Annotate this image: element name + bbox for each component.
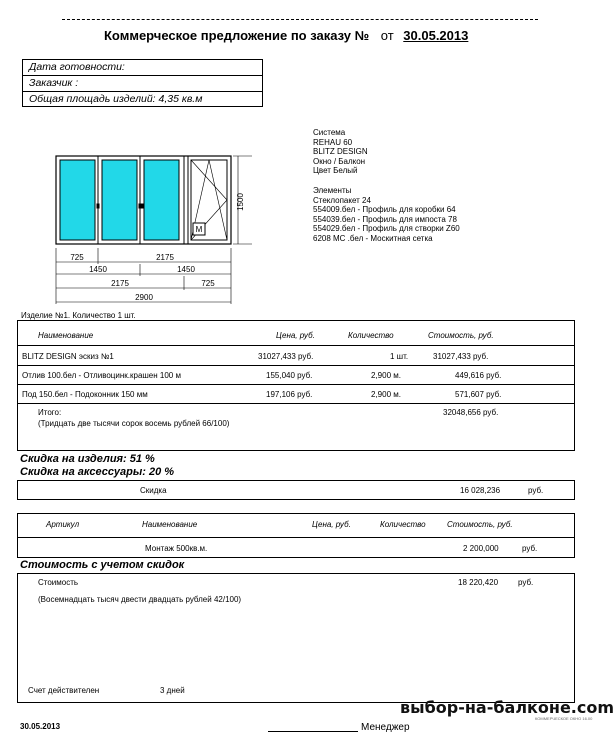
dim-total: 2900 bbox=[135, 293, 153, 302]
signature-line bbox=[268, 731, 358, 732]
valid-value: 3 дней bbox=[160, 686, 185, 695]
col-price-header: Цена, руб. bbox=[276, 331, 315, 340]
total-words: (Тридцать две тысячи сорок восемь рублей 66/100) bbox=[38, 419, 230, 428]
height-dimension: 1500 bbox=[236, 193, 245, 211]
table-row: BLITZ DESIGN эскиз №1 bbox=[22, 352, 114, 361]
row-cost: 571,607 руб. bbox=[455, 390, 502, 399]
row-qty: 2,900 м. bbox=[371, 390, 401, 399]
service-col-article: Артикул bbox=[46, 520, 80, 529]
title-date: 30.05.2013 bbox=[403, 28, 469, 43]
elements-spec bbox=[313, 186, 460, 244]
valid-label: Счет действителен bbox=[28, 686, 100, 695]
sash-mark-text: M bbox=[195, 225, 203, 234]
row-price: 155,040 руб. bbox=[266, 371, 313, 380]
discount-value: 16 028,236 bbox=[460, 486, 501, 495]
dim-1450-right: 1450 bbox=[177, 265, 195, 274]
manager-label: Менеджер bbox=[361, 722, 410, 733]
title-text: Коммерческое предложение по заказу № bbox=[104, 28, 370, 43]
col-cost-header: Стоимость, руб. bbox=[428, 331, 494, 340]
row-price: 197,106 руб. bbox=[266, 390, 313, 399]
total-value: 32048,656 руб. bbox=[443, 408, 499, 417]
col-qty-header: Количество bbox=[348, 331, 394, 340]
final-value: 18 220,420 bbox=[458, 578, 499, 587]
spec-line: Система bbox=[313, 128, 346, 137]
dim-725-right: 725 bbox=[201, 279, 215, 288]
spec-line: BLITZ DESIGN bbox=[313, 147, 368, 157]
window-drawing bbox=[40, 140, 260, 315]
spec-line: 6208 МС .бел - Москитная сетка bbox=[313, 233, 433, 243]
final-title: Стоимость с учетом скидок bbox=[20, 559, 185, 571]
final-currency: руб. bbox=[518, 578, 534, 587]
service-col-name: Наименование bbox=[142, 520, 198, 529]
row-qty: 2,900 м. bbox=[371, 371, 401, 380]
system-spec bbox=[313, 128, 368, 176]
row-price: 31027,433 руб. bbox=[258, 352, 314, 361]
col-name-header: Наименование bbox=[38, 331, 94, 340]
final-label: Стоимость bbox=[38, 578, 79, 587]
dim-725-left: 725 bbox=[70, 253, 84, 262]
spec-line: Стеклопакет 24 bbox=[313, 195, 371, 205]
area-row: Общая площадь изделий: 4,35 кв.м bbox=[29, 93, 203, 105]
dim-1450-left: 1450 bbox=[89, 265, 107, 274]
row-cost: 449,616 руб. bbox=[455, 371, 502, 380]
title-divider bbox=[62, 19, 538, 20]
watermark-small: КОММЕРЧЕСКОЕ ОКНО 16.00 bbox=[535, 716, 593, 721]
table-row: Отлив 100.бел - Отливоцинк.крашен 100 м bbox=[22, 371, 181, 380]
footer-date: 30.05.2013 bbox=[20, 722, 61, 731]
service-col-price: Цена, руб. bbox=[312, 520, 351, 529]
table-row: Под 150.бел - Подоконник 150 мм bbox=[22, 390, 148, 399]
service-col-qty: Количество bbox=[380, 520, 426, 529]
final-words: (Восемнадцать тысяч двести двадцать рублей 42/100) bbox=[38, 595, 242, 604]
final-table bbox=[17, 573, 575, 703]
row-qty: 1 шт. bbox=[390, 352, 409, 361]
row-cost: 31027,433 руб. bbox=[433, 352, 489, 361]
products-discount: Скидка на изделия: 51 % bbox=[20, 453, 155, 465]
spec-line: Окно / Балкон bbox=[313, 156, 366, 166]
order-info-box bbox=[22, 59, 263, 107]
customer-row: Заказчик : bbox=[23, 76, 262, 92]
discount-currency: руб. bbox=[528, 486, 544, 495]
spec-line: REHAU 60 bbox=[313, 137, 353, 147]
total-label: Итого: bbox=[38, 408, 62, 417]
dim-2175-bottom: 2175 bbox=[111, 279, 129, 288]
service-row-currency: руб. bbox=[522, 544, 538, 553]
spec-line: Цвет Белый bbox=[313, 166, 358, 176]
spec-line: 554029.бел - Профиль для створки Z60 bbox=[313, 224, 460, 234]
service-row-name: Монтаж 500кв.м. bbox=[145, 544, 208, 553]
dim-2175-top: 2175 bbox=[156, 253, 174, 262]
service-col-cost: Стоимость, руб. bbox=[447, 520, 513, 529]
service-row-cost: 2 200,000 bbox=[463, 544, 499, 553]
ready-date-row: Дата готовности: bbox=[23, 60, 262, 76]
accessories-discount: Скидка на аксессуары: 20 % bbox=[20, 466, 175, 478]
document-title bbox=[104, 28, 468, 43]
spec-line: 554039.бел - Профиль для импоста 78 bbox=[313, 214, 457, 224]
spec-line: Элементы bbox=[313, 186, 352, 195]
item-caption: Изделие №1. Количество 1 шт. bbox=[21, 311, 136, 320]
watermark: выбор-на-балконе.com bbox=[400, 698, 614, 717]
title-from: от bbox=[380, 28, 394, 43]
spec-line: 554009.бел - Профиль для коробки 64 bbox=[313, 205, 456, 215]
discount-label: Скидка bbox=[140, 486, 167, 495]
